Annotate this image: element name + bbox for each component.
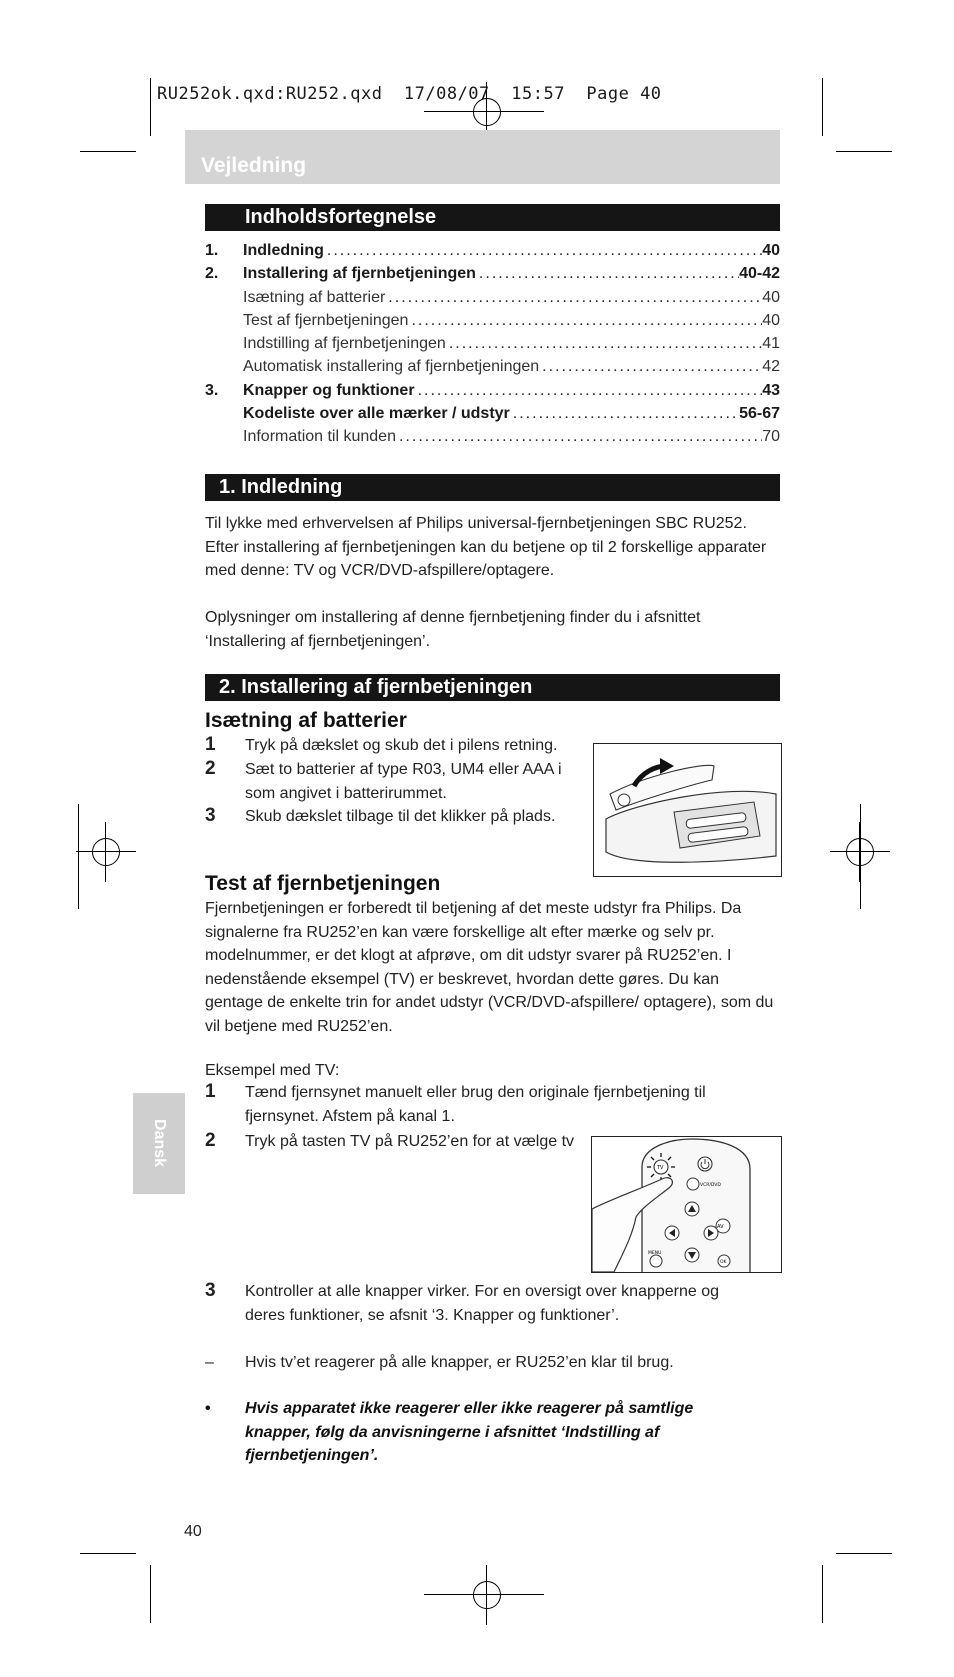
intro-paragraph-1: Til lykke med erhvervelsen af Philips universal-fjernbetjeningen SBC RU252. Efter installering af fjernbetjeningen kan du betjene op til 2 forskellige apparater med denne: TV og VCR/DVD-afspillere/optagere. [205, 515, 767, 579]
result-text: Hvis tv’et reagerer på alle knapper, er RU252’en klar til brug. [245, 1354, 674, 1371]
toc-item-number: 3. [205, 381, 219, 399]
step-number: 2 [205, 758, 216, 779]
registration-line [424, 1594, 544, 1595]
toc-heading: Indholdsfortegnelse [245, 206, 437, 228]
intro-heading: 1. Indledning [219, 476, 343, 498]
warning-note [205, 1397, 780, 1468]
registration-line [424, 111, 544, 112]
test-paragraph: Fjernbetjeningen er forberedt til betjening af det meste udstyr fra Philips. Da signalerne fra RU252’en kan være forskellige alt efter mærke og selv pr. modelnummer, er det klogt at afprøve, om dit udstyr svarer på RU252’en. I nedenstående eksempel (TV) er beskrevet, hvordan dette gøres. Du kan gentage de enkelte trin for andet udstyr (VCR/DVD-afspillere/ optagere), som du vil betjene med RU252’en. [205, 900, 774, 1035]
toc-item [205, 312, 780, 335]
toc-item [205, 335, 780, 358]
step-number: 1 [205, 1081, 216, 1102]
toc-item [205, 358, 780, 381]
toc-item-page: 42 [762, 358, 780, 376]
tv-label: TV [657, 1165, 664, 1171]
test-step [205, 1130, 605, 1154]
step-number: 2 [205, 1130, 216, 1151]
toc-item-title: Information til kunden [243, 428, 396, 446]
toc-leader-dots [415, 382, 763, 400]
toc-item-page: 43 [762, 381, 780, 399]
test-step [205, 1280, 750, 1327]
file-slug: RU252ok.qxd:RU252.qxd 17/08/07 15:57 Page 40 [157, 84, 662, 104]
language-tab [133, 1093, 185, 1194]
battery-step [205, 805, 605, 829]
crop-mark [80, 1553, 136, 1554]
toc-leader-dots [408, 312, 762, 330]
battery-step [205, 758, 595, 805]
crop-mark [150, 1565, 151, 1623]
section-banner [185, 130, 780, 184]
example-label: Eksempel med TV: [205, 1062, 340, 1079]
crop-mark [80, 151, 136, 152]
toc-leader-dots [510, 405, 739, 423]
toc-item-page: 70 [762, 428, 780, 446]
crop-mark [150, 78, 151, 136]
step-text: Sæt to batterier af type R03, UM4 eller AAA i som angivet i batterirummet. [245, 761, 562, 802]
page-number: 40 [184, 1523, 202, 1540]
remote-illustration [591, 1136, 782, 1273]
warning-text: Hvis apparatet ikke reagerer eller ikke reagerer på samtlige knapper, følg da anvisningerne i afsnittet ‘Indstilling af fjernbetjeningen’. [245, 1400, 694, 1464]
toc-item-title: Test af fjernbetjeningen [243, 311, 409, 329]
step-number: 1 [205, 734, 216, 755]
install-heading: 2. Installering af fjernbetjeningen [219, 676, 533, 698]
step-text: Tryk på dækslet og skub det i pilens retning. [245, 737, 558, 754]
result-note [205, 1351, 780, 1375]
step-text: Tænd fjernsynet manuelt eller brug den originale fjernbetjening til fjernsynet. Afstem på kanal 1. [245, 1084, 706, 1125]
crop-mark [822, 78, 823, 136]
step-text: Tryk på tasten TV på RU252’en for at vælge tv [245, 1133, 575, 1150]
toc-item-title: Kodeliste over alle mærker / udstyr [243, 405, 510, 423]
registration-line [860, 804, 861, 909]
bullet-marker: • [205, 1400, 211, 1417]
av-label: AV [717, 1224, 724, 1230]
toc-leader-dots [539, 358, 762, 376]
toc-item [205, 289, 780, 312]
language-tab-label: Dansk [151, 1118, 168, 1168]
toc-item [205, 242, 780, 265]
crop-mark [836, 1553, 892, 1554]
toc-leader-dots [476, 265, 739, 283]
batteries-heading: Isætning af batterier [205, 709, 407, 732]
intro-paragraph-2: Oplysninger om installering af denne fjernbetjening finder du i afsnittet ‘Installering af fjernbetjeningen’. [205, 609, 701, 650]
ok-label: OK [720, 1260, 727, 1265]
toc-item-title: Indstilling af fjernbetjeningen [243, 335, 446, 353]
vcr-dvd-label: VCR/DVD [700, 1183, 721, 1188]
toc-item-page: 40-42 [739, 265, 780, 283]
toc-item-title: Indledning [243, 242, 324, 259]
crop-mark [822, 1565, 823, 1623]
battery-compartment-image [594, 744, 781, 876]
toc-item [205, 265, 780, 288]
registration-line [78, 804, 79, 909]
toc-leader-dots [324, 242, 762, 260]
install-heading-bar [205, 674, 780, 701]
battery-step [205, 734, 605, 758]
toc-heading-bar [205, 204, 780, 231]
toc-item-title: Isætning af batterier [243, 288, 386, 306]
toc-item-page: 40 [762, 311, 780, 329]
toc-leader-dots [385, 289, 762, 307]
step-number: 3 [205, 1280, 216, 1301]
toc-leader-dots [446, 335, 762, 353]
test-heading: Test af fjernbetjeningen [205, 872, 441, 895]
remote-control-image [592, 1137, 781, 1272]
toc-leader-dots [396, 428, 762, 446]
toc-item-page: 40 [762, 288, 780, 306]
step-text: Kontroller at alle knapper virker. For en oversigt over knapperne og deres funktioner, se afsnit ‘3. Knapper og funktioner’. [245, 1283, 720, 1324]
toc-item-number: 2. [205, 265, 219, 283]
toc-item [205, 405, 780, 428]
toc-item [205, 428, 780, 451]
registration-mark-left [76, 822, 136, 882]
battery-illustration [593, 743, 782, 877]
toc-item-page: 56-67 [739, 405, 780, 423]
toc-item-title: Automatisk installering af fjernbetjeningen [243, 358, 540, 376]
dash-marker: – [205, 1354, 214, 1371]
step-number: 3 [205, 805, 216, 826]
section-banner-title: Vejledning [201, 154, 307, 177]
table-of-contents [205, 242, 780, 452]
test-step [205, 1081, 780, 1128]
toc-item-page: 41 [762, 335, 780, 353]
crop-mark [836, 151, 892, 152]
step-text: Skub dækslet tilbage til det klikker på plads. [245, 808, 556, 825]
menu-label: MENU [648, 1251, 662, 1256]
toc-item-title: Installering af fjernbetjeningen [243, 265, 476, 283]
toc-item-number: 1. [205, 242, 219, 259]
intro-heading-bar [205, 474, 780, 501]
toc-item-page: 40 [762, 242, 780, 259]
toc-item-title: Knapper og funktioner [243, 381, 415, 399]
toc-item [205, 382, 780, 405]
